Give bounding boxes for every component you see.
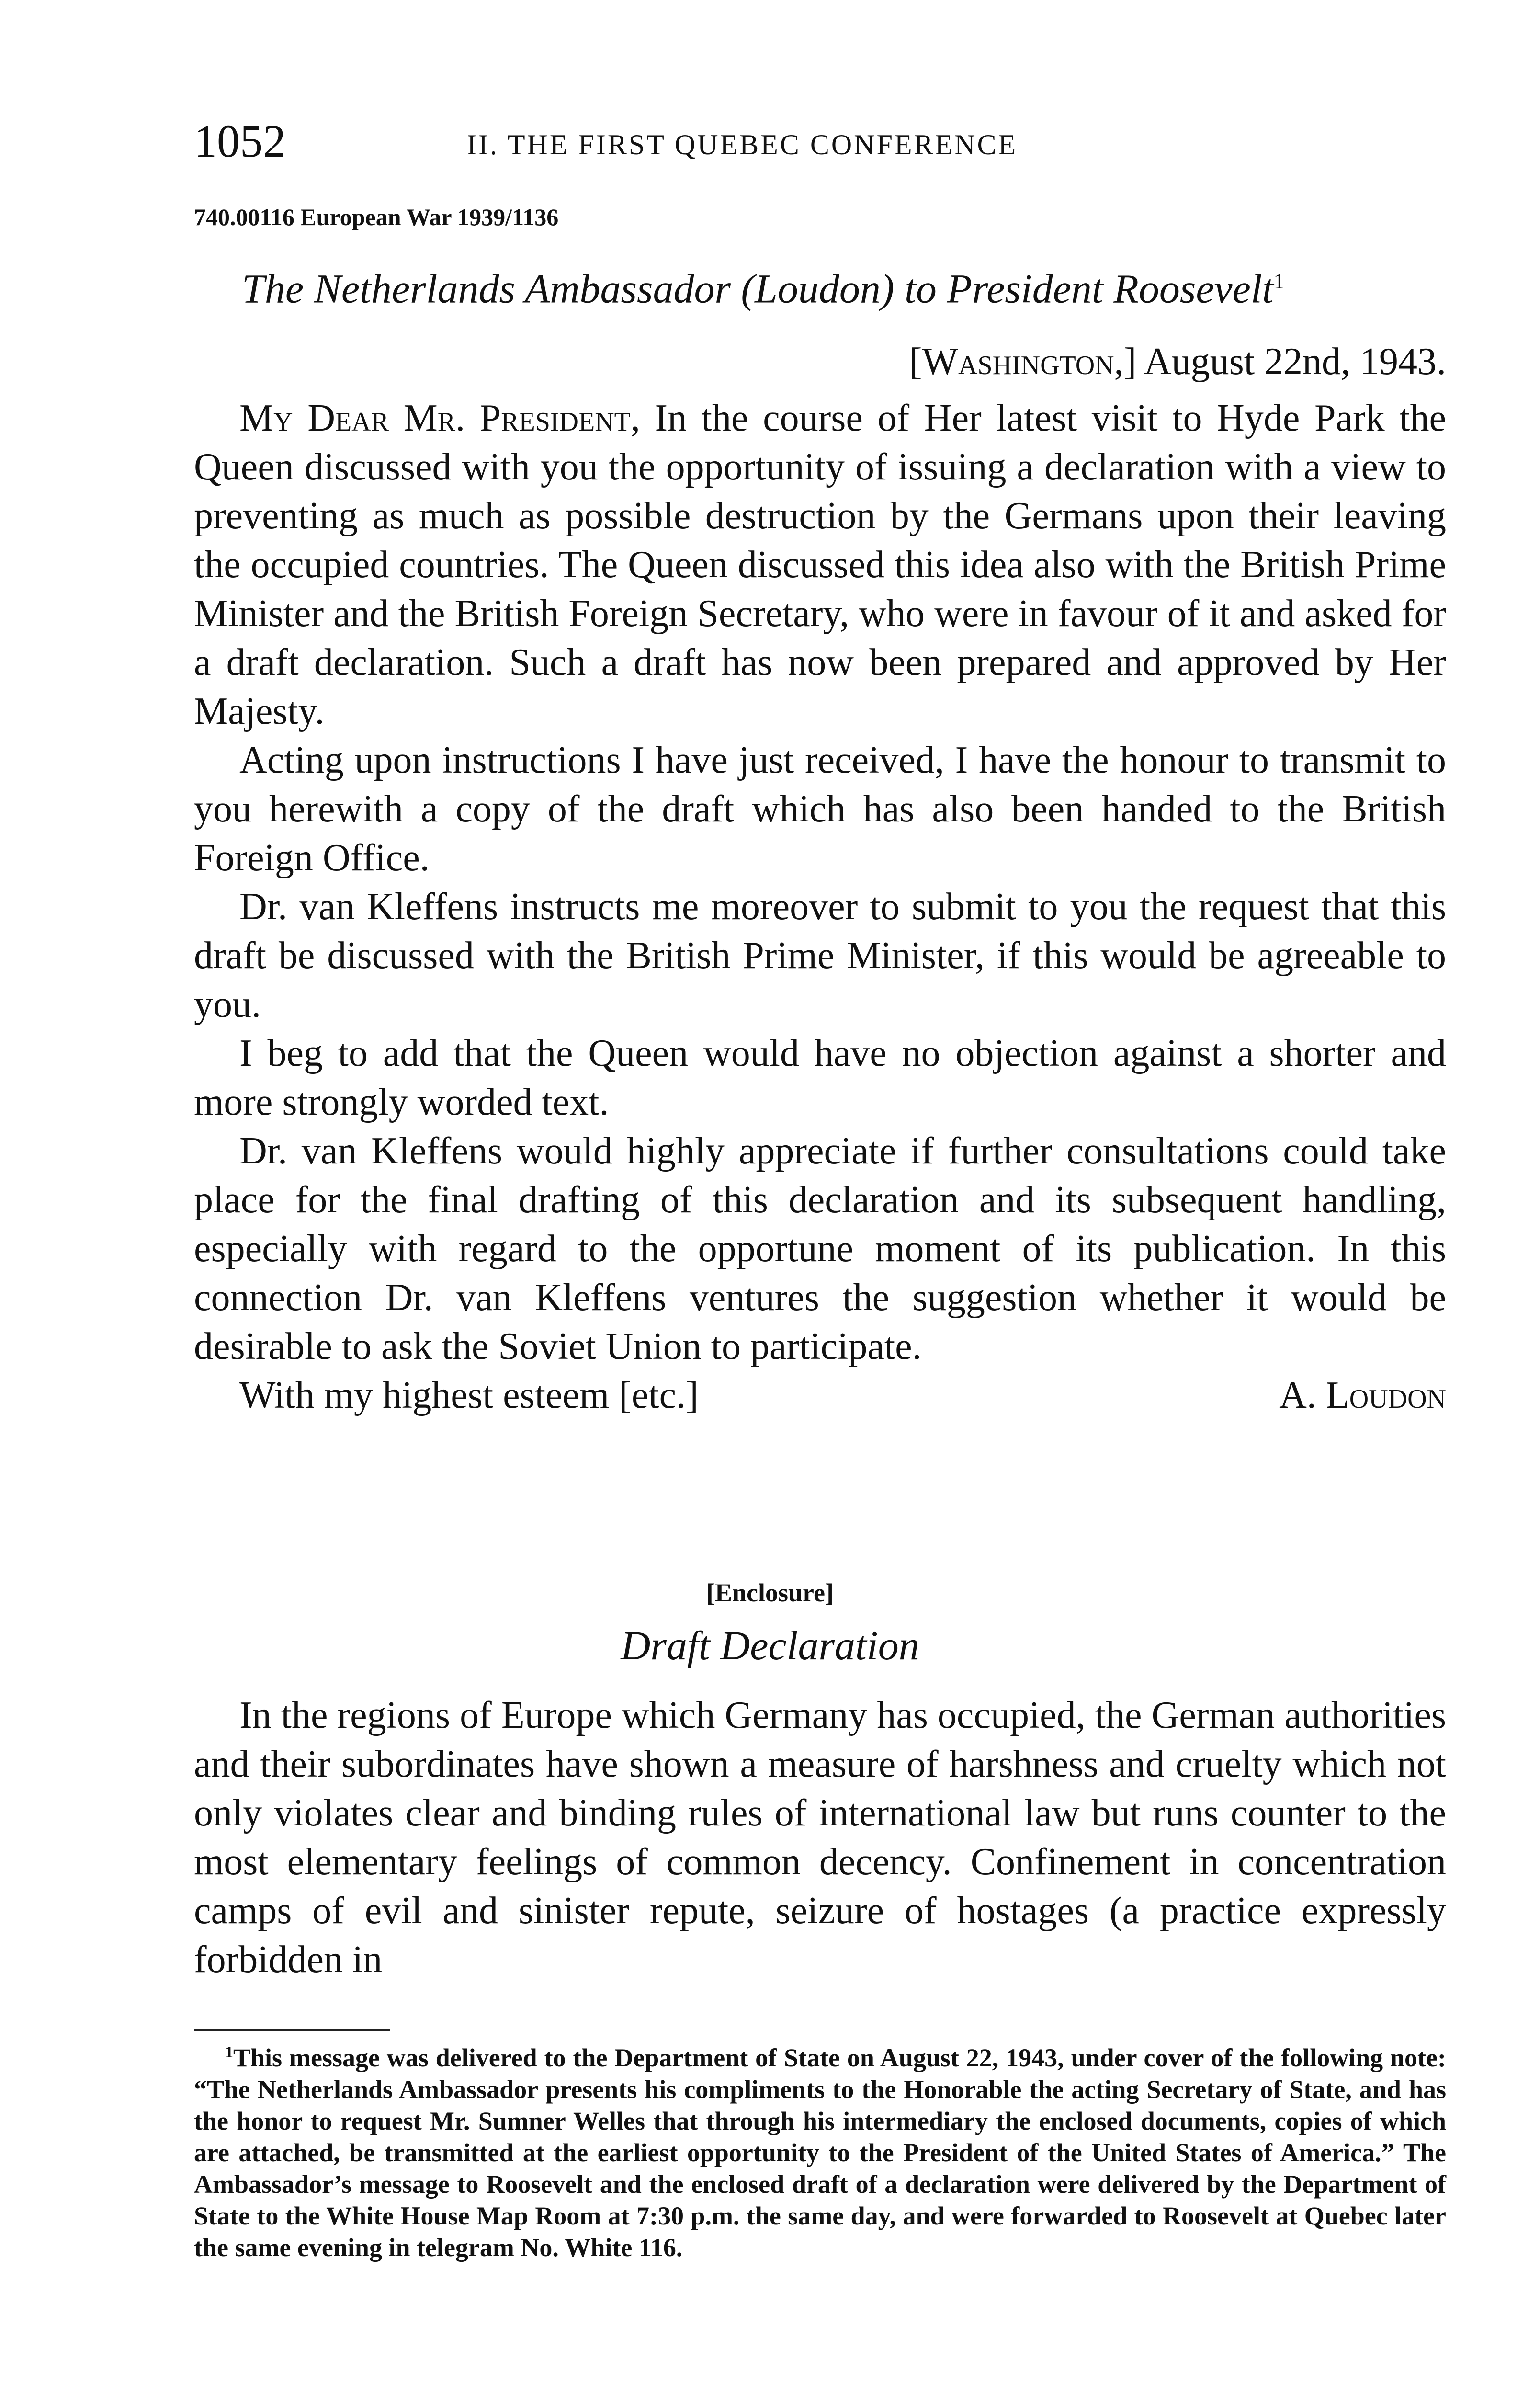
draft-body	[194, 1691, 1446, 1984]
letter-paragraph: Acting upon instructions I have just received, I have the honour to transmit to you herewith a copy of the draft which has also been handed to the British Foreign Office.	[194, 739, 1446, 879]
enclosure-label: [Enclosure]	[706, 1578, 834, 1607]
page-number: 1052	[194, 115, 286, 167]
document-title	[242, 255, 1285, 315]
page-header	[194, 115, 1439, 177]
draft-paragraph: In the regions of Europe which Germany has occupied, the German authorities and their subordinates have shown a measure of harshness and cruelty which not only violates clear and binding rules of international law but runs counter to the most elementary feelings of common decency. Confinement in concentration camps of evil and sinister repute, seizure of hostages (a practice expressly forbidden in	[194, 1694, 1446, 1981]
footnote-text: This message was delivered to the Department of State on August 22, 1943, under cover of the following note: “The Netherlands Ambassador presents his compliments to the Honorable the acting Secretary of State, and has the honor to request Mr. Sumner Welles that through his intermediary the enclosed documents, copies of which are attached, be transmitted at the earliest opportunity to the President of the United States of America.” The Ambassador’s message to Roosevelt and the enclosed draft of a declaration were delivered by the Department of State to the White House Map Room at 7:30 p.m. the same day, and were forwarded to Roosevelt at Quebec later the same evening in telegram No. White 116.	[194, 2043, 1446, 2262]
letter-paragraph	[194, 394, 1446, 736]
closing: With my highest esteem [etc.]	[239, 1374, 699, 1416]
signature: A. Loudon	[1279, 1374, 1446, 1416]
footnote-number: 1	[225, 2043, 233, 2061]
letter-body	[194, 394, 1446, 1420]
dateline-date: August 22nd, 1943.	[1144, 341, 1446, 383]
dateline-place: [Washington,]	[909, 341, 1137, 383]
letter-paragraph: Dr. van Kleffens would highly appreciate if further consultations could take place for the final drafting of this declaration and its subsequent handling, especially with regard to the opportune moment of its publication. In this connection Dr. van Kleffens ventures the suggestion whether it would be desirable to ask the Soviet Union to participate.	[194, 1130, 1446, 1368]
letter-paragraph: I beg to add that the Queen would have no objection against a shorter and more strongly worded text.	[194, 1032, 1446, 1123]
dateline	[909, 338, 1446, 386]
signoff	[194, 1371, 1446, 1420]
footnote-marker: 1	[1273, 269, 1285, 293]
letter-paragraph-text: In the course of Her latest visit to Hyde Park the Queen discussed with you the opportunity of issuing a declaration with a view to preventing as much as possible destruction by the Germans upon their leaving the occupied countries. The Queen discussed this idea also with the British Prime Minister and the British Foreign Secretary, who were in favour of it and asked for a draft declaration. Such a draft has now been prepared and approved by Her Majesty.	[194, 397, 1447, 732]
footnote	[194, 2037, 1446, 2263]
letter-paragraph: Dr. van Kleffens instructs me moreover to submit to you the request that this draft be discussed with the British Prime Minister, if this would be agreeable to you.	[194, 886, 1446, 1026]
salutation: My Dear Mr. President,	[239, 397, 640, 439]
running-head: II. THE FIRST QUEBEC CONFERENCE	[467, 129, 1018, 160]
document-title-text: The Netherlands Ambassador (Loudon) to President Roosevelt	[242, 265, 1274, 312]
file-reference: 740.00116 European War 1939/1136	[194, 204, 559, 230]
footnote-divider	[194, 2029, 390, 2031]
draft-title: Draft Declaration	[621, 1622, 919, 1668]
